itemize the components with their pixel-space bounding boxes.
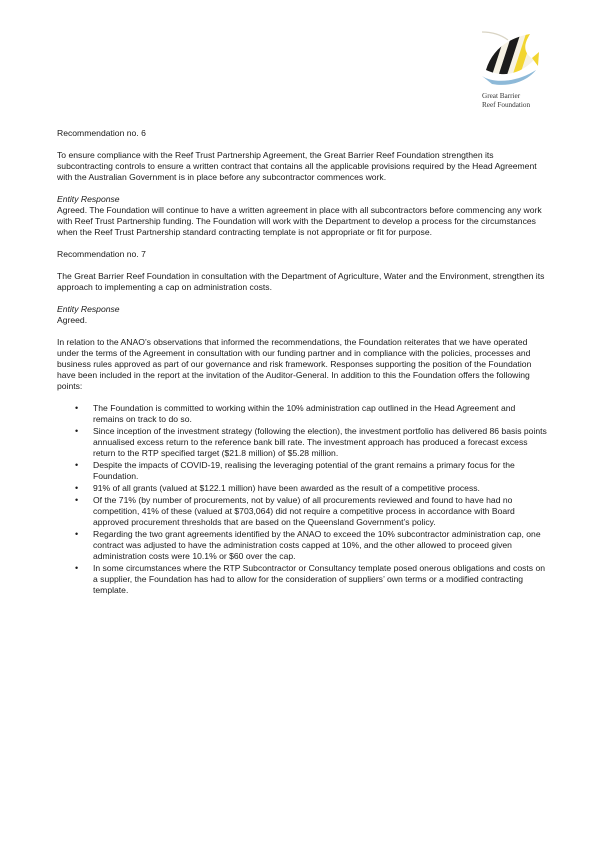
list-item <box>57 495 547 528</box>
points-list <box>57 403 547 596</box>
bullet-icon: • <box>75 460 79 470</box>
list-item <box>57 403 547 425</box>
bullet-icon: • <box>75 403 79 413</box>
logo-line-1: Great Barrier <box>482 92 521 100</box>
list-item-text: Of the 71% (by number of procurements, not by value) of all procurements reviewed and found to have had no competition, 41% of these (valued at $703,064) did not require a competitive process in accordance with Board approved procurement thresholds that are based on the Queensland Government’s policy. <box>93 495 515 527</box>
bannerfish-logo-icon <box>478 30 540 88</box>
recommendation-7-response: Agreed. <box>57 315 88 325</box>
list-item-text: The Foundation is committed to working within the 10% administration cap outlined in the Head Agreement and remains on track to do so. <box>93 403 516 424</box>
recommendation-7-response-label: Entity Response <box>57 304 120 314</box>
list-item-text: Regarding the two grant agreements identified by the ANAO to exceed the 10% subcontractor administration cap, one contract was adjusted to have the administration costs capped at 10%, and the other allowed to proceed given administration costs were 10.1% or $60 over the cap. <box>93 529 541 561</box>
logo-wordmark <box>482 92 566 109</box>
bullet-icon: • <box>75 563 79 573</box>
recommendation-6-response-label: Entity Response <box>57 194 120 204</box>
document-body <box>57 128 547 597</box>
foundation-logo <box>476 30 566 109</box>
recommendation-7-text: The Great Barrier Reef Foundation in consultation with the Department of Agriculture, Water and the Environment, strengthen its approach to implementing a cap on administration costs. <box>57 271 545 292</box>
list-item-text: In some circumstances where the RTP Subcontractor or Consultancy template posed onerous obligations and costs on a supplier, the Foundation has had to allow for the consideration of suppliers’ own terms or a modified contracting template. <box>93 563 546 595</box>
bullet-icon: • <box>75 483 79 493</box>
list-item <box>57 529 547 562</box>
list-item-text: Since inception of the investment strategy (following the election), the investment portfolio has delivered 86 basis points annualised excess return to the reference bank bill rate. The investment approach has produced a forecast excess return to the RTP specified target ($21.8 million) of $5.28 million. <box>93 426 547 458</box>
list-item <box>57 426 547 459</box>
closing-paragraph: In relation to the ANAO’s observations that informed the recommendations, the Foundation reiterates that we have operated under the terms of the Agreement in consultation with our funding partner and in compliance with the policies, processes and business rules approved as part of our governance and risk framework. Responses supporting the position of the Foundation have been included in the report at the invitation of the Auditor-General. In addition to this the Foundation offers the following points: <box>57 337 532 391</box>
list-item <box>57 460 547 482</box>
recommendation-6-response: Agreed. The Foundation will continue to have a written agreement in place with all subcontractors before commencing any work with Reef Trust Partnership funding. The Foundation will work with the Department to develop a process for the circumstances when the Reef Trust Partnership standard contracting template is not appropriate or fit for purpose. <box>57 205 542 237</box>
list-item <box>57 483 547 494</box>
list-item-text: Despite the impacts of COVID-19, realising the leveraging potential of the grant remains a primary focus for the Foundation. <box>93 460 515 481</box>
list-item-text: 91% of all grants (valued at $122.1 million) have been awarded as the result of a competitive process. <box>93 483 480 493</box>
list-item <box>57 563 547 596</box>
recommendation-6-heading: Recommendation no. 6 <box>57 128 146 138</box>
bullet-icon: • <box>75 426 79 436</box>
recommendation-6-text: To ensure compliance with the Reef Trust Partnership Agreement, the Great Barrier Reef Foundation strengthen its subcontracting controls to ensure a written contract that contains all the applicable provisions required by the Head Agreement with the Australian Government is in place before any subcontractor commences work. <box>57 150 537 182</box>
logo-line-2: Reef Foundation <box>482 100 531 109</box>
recommendation-7-heading: Recommendation no. 7 <box>57 249 146 259</box>
bullet-icon: • <box>75 529 79 539</box>
bullet-icon: • <box>75 495 79 505</box>
